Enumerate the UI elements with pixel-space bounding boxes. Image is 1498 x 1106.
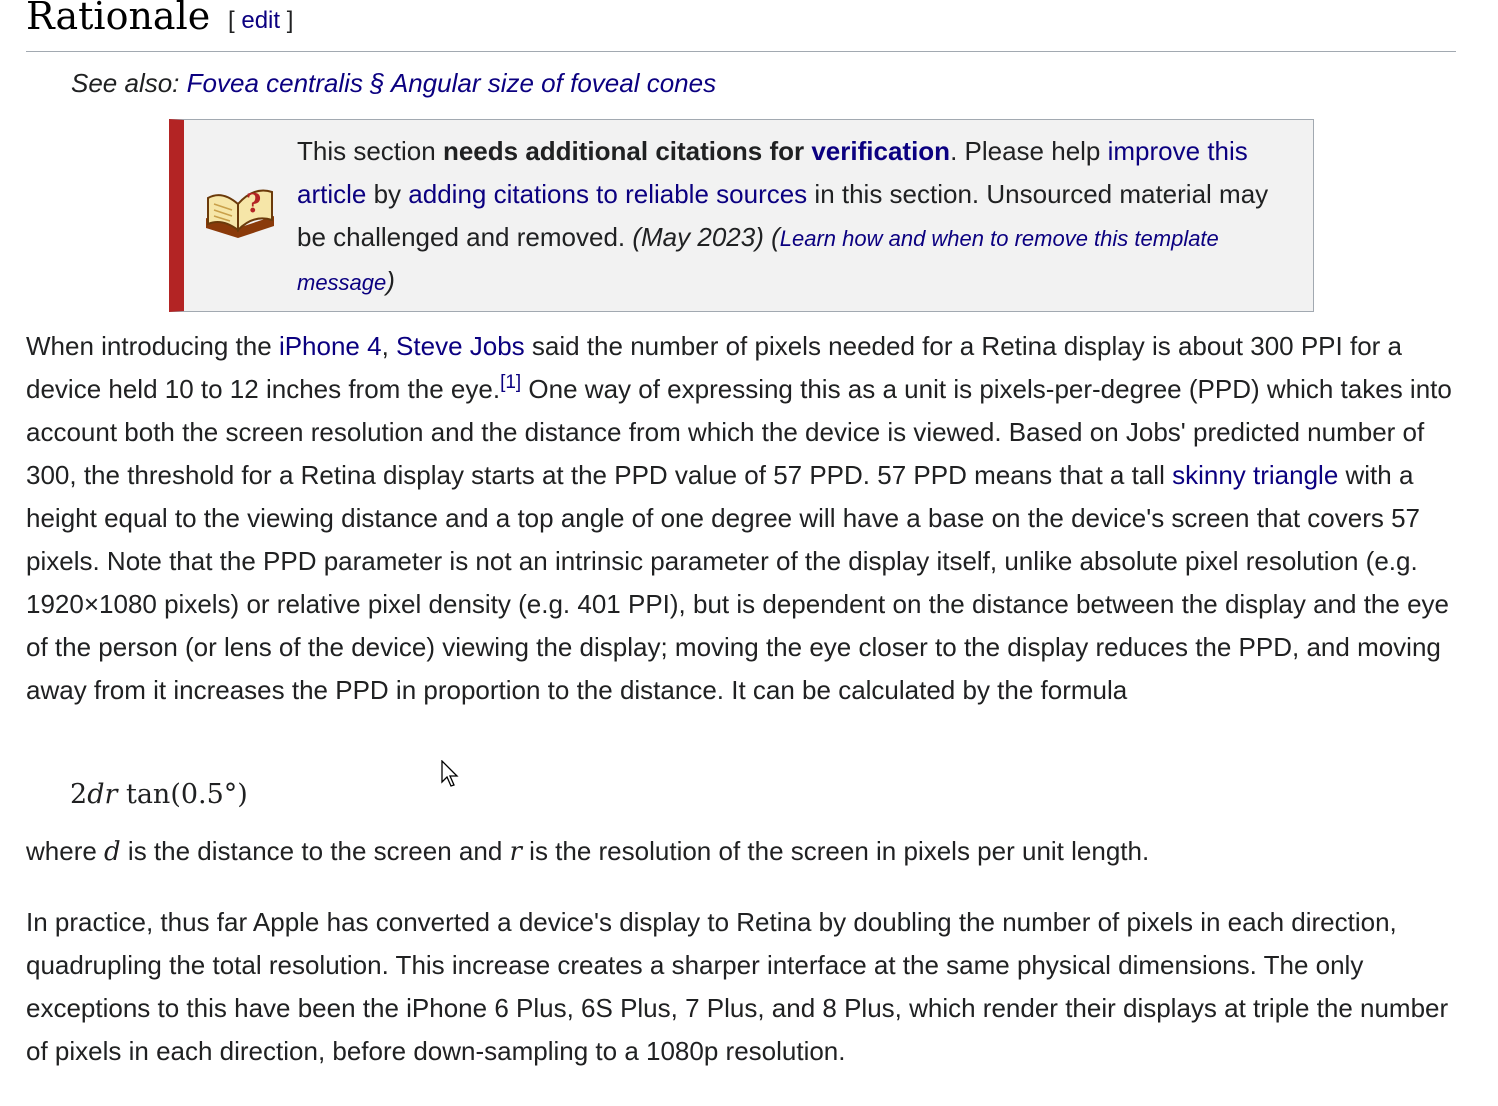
improve-article-link[interactable]: improve this article xyxy=(297,136,1248,209)
skinny-triangle-link[interactable]: skinny triangle xyxy=(1172,460,1339,490)
formula-r: r xyxy=(104,779,118,810)
edit-section xyxy=(228,5,293,37)
notice-text-2: . Please help xyxy=(950,136,1108,166)
p2-var-r: r xyxy=(509,837,522,867)
p2-var-d: d xyxy=(104,837,121,867)
mouse-cursor-icon xyxy=(441,760,459,788)
notice-bold: needs additional citations for xyxy=(442,136,812,166)
formula-fn: tan xyxy=(117,779,171,810)
hatnote-prefix: See also: xyxy=(71,68,187,98)
formula xyxy=(70,775,248,815)
question-book-icon xyxy=(202,176,278,244)
notice-paren-close: ) xyxy=(386,266,395,296)
p1-text-1: When introducing the xyxy=(26,331,279,361)
notice-text-3: by xyxy=(366,179,409,209)
steve-jobs-link[interactable]: Steve Jobs xyxy=(396,331,525,361)
section-heading xyxy=(26,0,1456,52)
reference-1-link[interactable]: [1] xyxy=(500,372,522,393)
hatnote-link[interactable]: Fovea centralis § Angular size of foveal cones xyxy=(186,68,717,98)
learn-remove-link[interactable]: Learn how and when to remove this template message xyxy=(297,226,1219,295)
svg-text:?: ? xyxy=(246,189,262,219)
p1-text-5: with a height equal to the viewing distance and a top angle of one degree will have a base on the device's screen that covers 57 pixels. Note that the PPD parameter is not an intrinsic parameter of the display itself, unlike absolute pixel resolution (e.g. 1920×1080 pixels) or relative pixel density (e.g. 401 PPI), but is dependent on the distance between the display and the eye of the person (or lens of the device) viewing the display; moving the eye closer to the display reduces the PPD, and moving away from it increases the PPD in proportion to the distance. It can be calculated by the formula xyxy=(26,460,1449,705)
formula-d: d xyxy=(87,779,105,810)
article-section xyxy=(26,0,1456,1066)
edit-bracket-close: ] xyxy=(280,7,294,34)
citation-notice xyxy=(169,119,1314,312)
hatnote xyxy=(71,66,716,100)
notice-text-1: This section xyxy=(297,136,443,166)
p2-text-2: is the distance to the screen and xyxy=(120,836,510,866)
paragraph-3: In practice, thus far Apple has converted a device's display to Retina by doubling the number of pixels in each direction, quadrupling the total resolution. This increase creates a sharper interface at the same physical dimensions. The only exceptions to this have been the iPhone 6 Plus, 6S Plus, 7 Plus, and 8 Plus, which render their displays at triple the number of pixels in each direction, before down-sampling to a 1080p resolution. xyxy=(26,907,1449,1066)
notice-paren-open: ( xyxy=(763,222,780,252)
p2-text-1: where xyxy=(26,836,105,866)
p2-text-3: is the resolution of the screen in pixels per unit length. xyxy=(521,836,1150,866)
notice-date: (May 2023) xyxy=(632,222,764,252)
notice-text-4: in this section. Unsourced material may be challenged and removed. xyxy=(297,179,1269,252)
p1-text-3: said the number of pixels needed for a Retina display is about 300 PPI for a device held 10 to 12 inches from the eye. xyxy=(26,331,1402,404)
iphone4-link[interactable]: iPhone 4 xyxy=(278,331,382,361)
verification-link[interactable]: verification xyxy=(811,136,951,166)
paragraph-2 xyxy=(26,830,1458,874)
section-title: Rationale xyxy=(26,0,211,38)
formula-arg: (0.5°) xyxy=(170,779,248,810)
edit-bracket-open: [ xyxy=(228,7,242,34)
edit-link[interactable]: edit xyxy=(241,7,281,34)
p1-text-4: One way of expressing this as a unit is pixels-per-degree (PPD) which takes into account both the screen resolution and the distance from which the device is viewed. Based on Jobs' predicted number of 300, the threshold for a Retina display starts at the PPD value of 57 PPD. 57 PPD means that a tall xyxy=(26,374,1452,490)
notice-text xyxy=(297,130,1277,304)
paragraph-1 xyxy=(26,325,1458,712)
formula-num: 2 xyxy=(70,779,88,810)
adding-citations-link[interactable]: adding citations to reliable sources xyxy=(408,179,808,209)
p1-text-2: , xyxy=(381,331,397,361)
